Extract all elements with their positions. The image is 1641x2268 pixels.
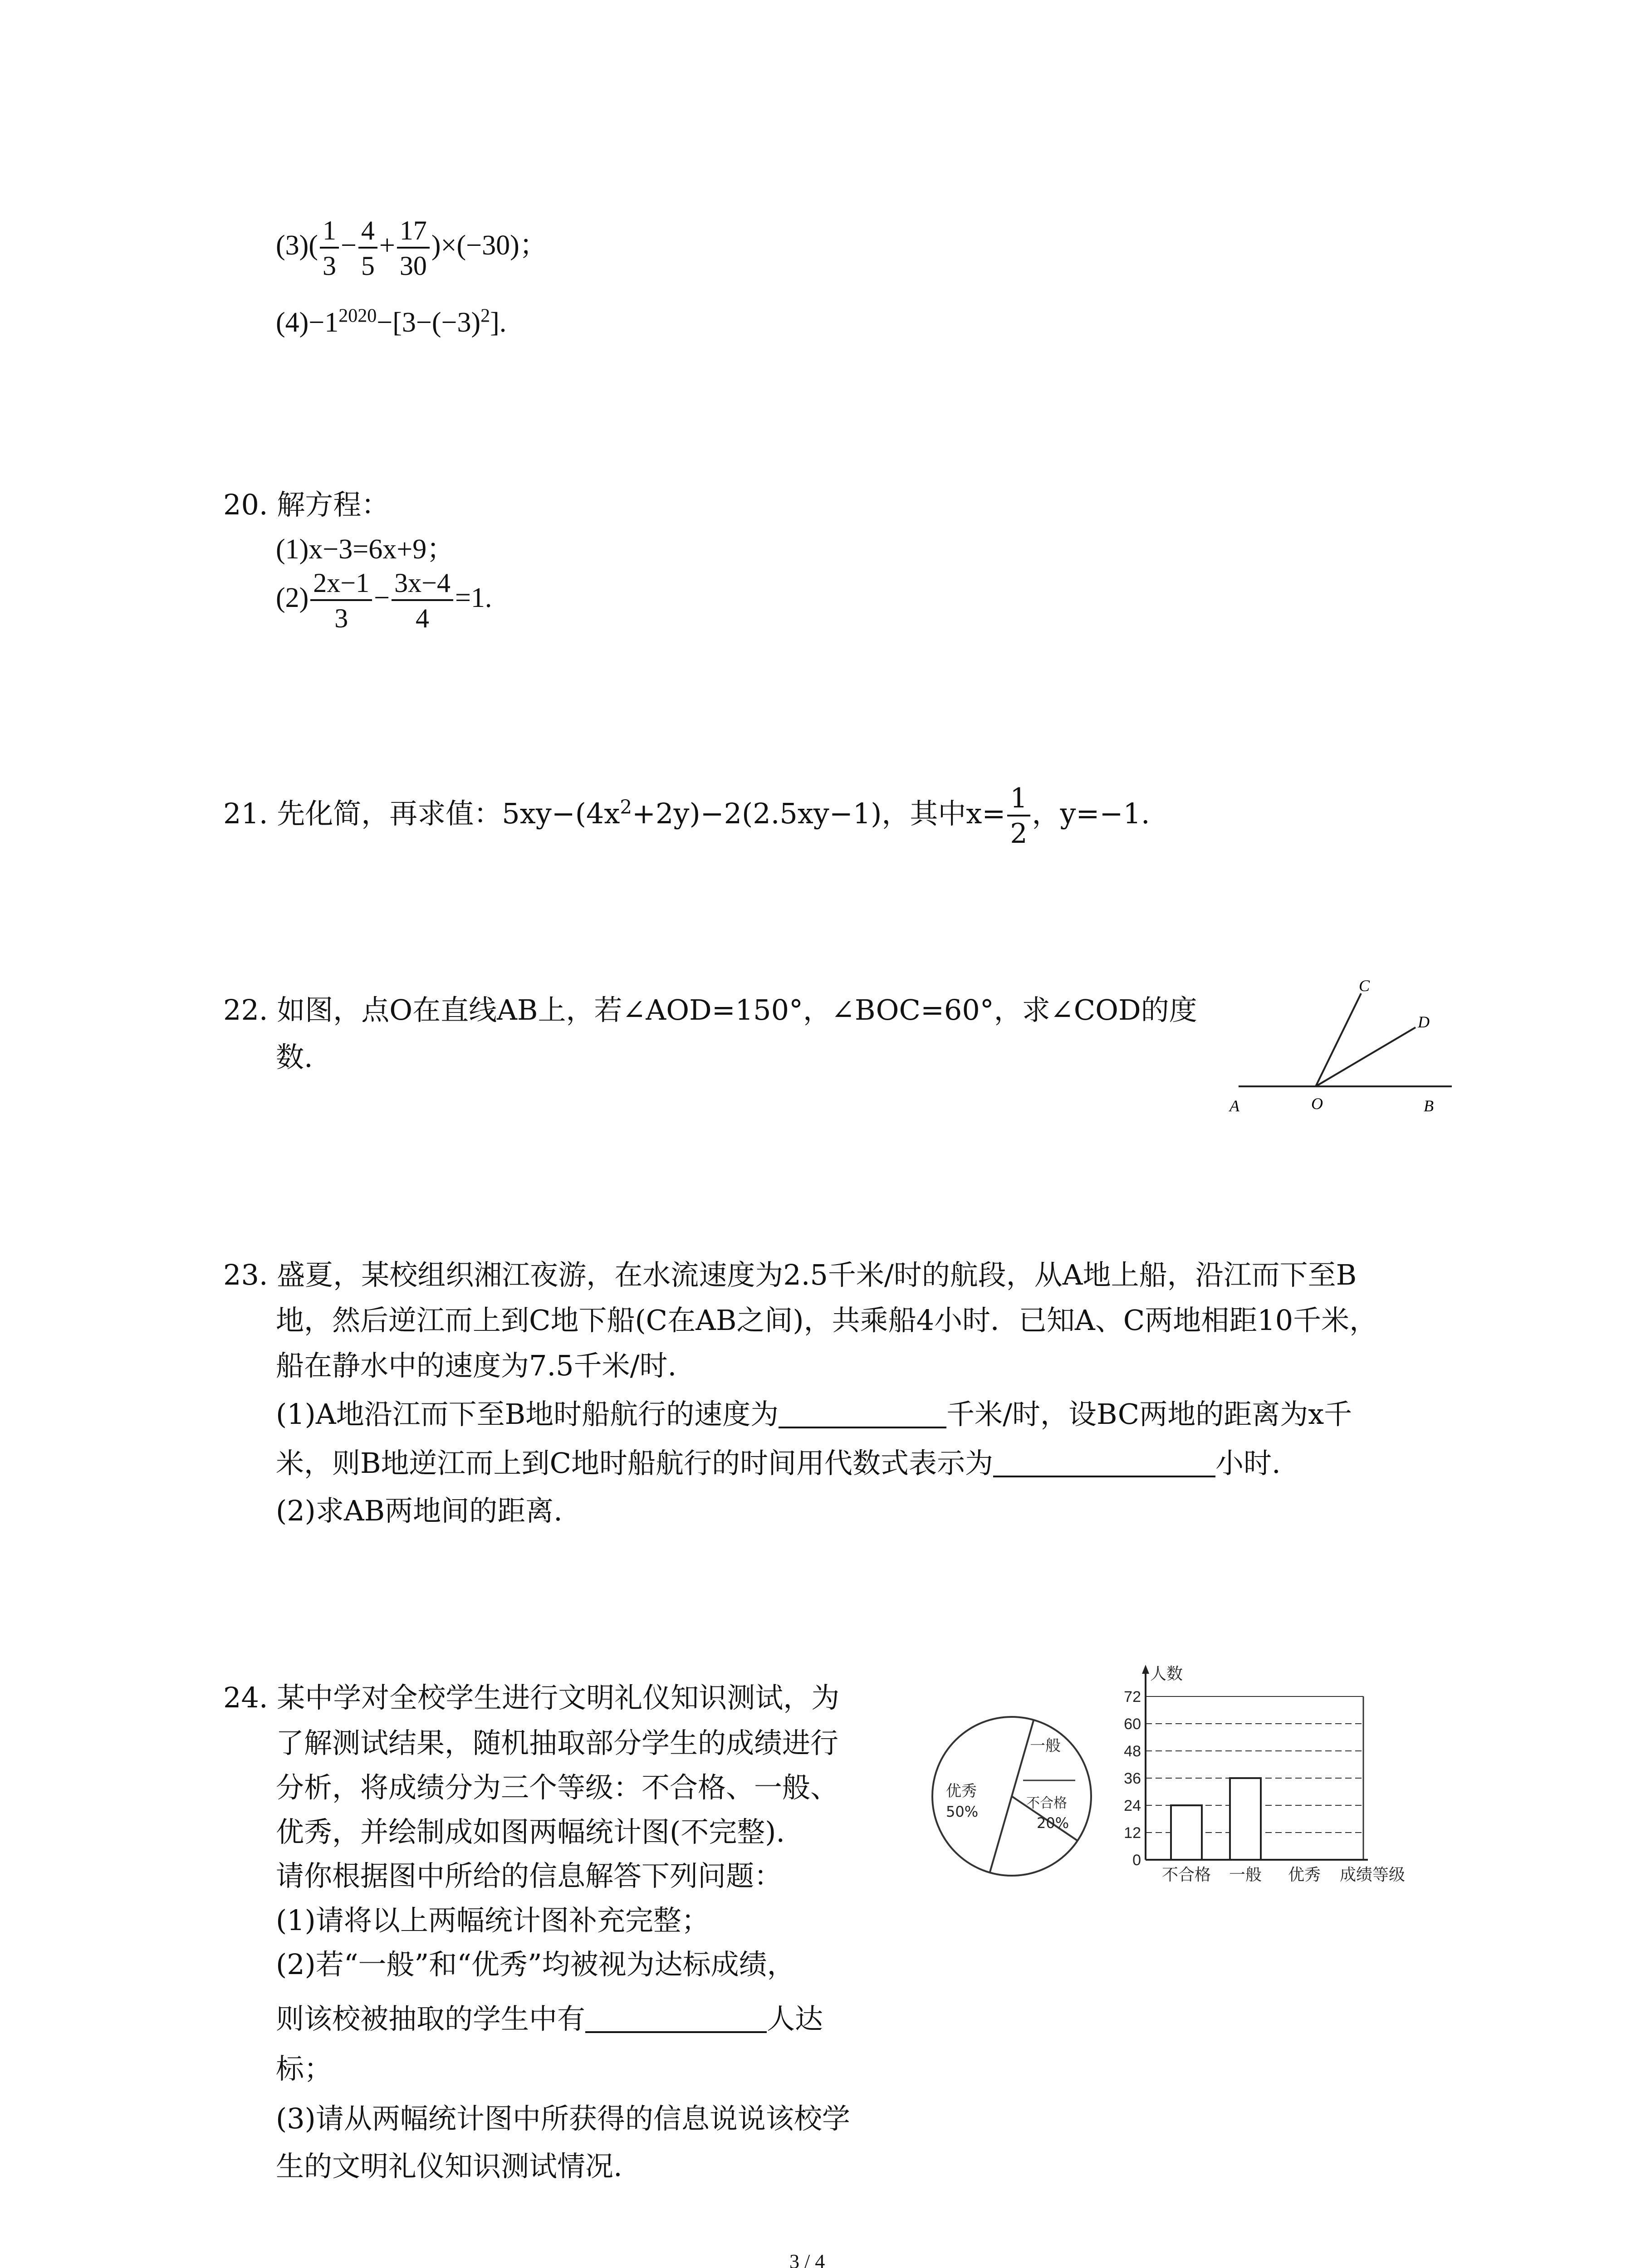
label-c: C (1359, 977, 1370, 995)
fraction-3x-4-over-4 (392, 569, 453, 632)
pie-divider-1 (990, 1796, 1012, 1872)
q20-part1: (1)x−3=6x+9； (276, 534, 455, 565)
exponent: 2 (480, 305, 490, 327)
label-a: A (1230, 1097, 1239, 1115)
q24-line11: 生的文明礼仪知识测试情况. (276, 2150, 622, 2183)
label-d: D (1418, 1013, 1430, 1031)
q23-line2: 地，然后逆江而上到C地下船(C在AB之间)，共乘船4小时．已知A、C两地相距10千米， (276, 1304, 1378, 1337)
q21-mid: +2y)−2(2.5xy−1)，其中x= (632, 797, 1006, 831)
y-axis-arrow (1142, 1665, 1149, 1674)
q21-tail: ，y=−1. (1032, 797, 1150, 831)
q19-p3-tail: )×(−30)； (431, 230, 548, 261)
frac-den: 2 (1010, 818, 1028, 850)
y-tick-label-0: 0 (1132, 1852, 1141, 1869)
q24-line4: 优秀，并绘制成如图两幅统计图(不完整). (276, 1815, 785, 1848)
q21-pre: 21. 先化简，再求值：5xy−(4x (223, 797, 620, 831)
fraction-1-3 (320, 217, 339, 279)
frac-num: 3x−4 (392, 569, 453, 601)
exponent: 2 (620, 796, 632, 818)
pie-chart (921, 1706, 1102, 1887)
q23-line4a: (1)A地沿江而下至B地时船航行的速度为 (276, 1398, 779, 1431)
answer-blank[interactable] (993, 1449, 1215, 1477)
q20-p2-label: (2) (276, 582, 309, 614)
x-tick-label-一般: 一般 (1229, 1866, 1262, 1884)
label-b: B (1424, 1097, 1434, 1115)
q23-line4 (276, 1398, 1352, 1431)
frac-num: 4 (358, 217, 377, 249)
y-tick-label-60: 60 (1124, 1716, 1141, 1733)
y-tick-label-12: 12 (1124, 1824, 1141, 1842)
q19-p4-b: −[3−(−3) (377, 307, 481, 338)
x-tick-label-不合格: 不合格 (1161, 1866, 1211, 1884)
y-tick-label-48: 48 (1124, 1743, 1141, 1760)
q23-line5b: 小时. (1215, 1447, 1281, 1480)
angle-figure (1225, 975, 1461, 1125)
y-axis-title: 人数 (1150, 1665, 1183, 1683)
q23-line1: 23. 盛夏，某校组织湘江夜游，在水流速度为2.5千米/时的航段，从A地上船，沿江而下至B (223, 1258, 1357, 1291)
q19-part4 (276, 305, 507, 338)
q19-p4-a: (4)−1 (276, 307, 339, 338)
q24-line6: (1)请将以上两幅统计图补充完整； (276, 1904, 710, 1937)
q19-part3: (3)( $\frac{1}{3}$ − $\frac{4}{5}$ + $\frac{17}{30}$ )×(−30)； (276, 215, 548, 281)
answer-blank[interactable] (779, 1400, 946, 1428)
page-number: 3 / 4 (789, 2250, 825, 2268)
q23-line6: (2)求AB两地间的距离. (276, 1494, 563, 1527)
minus-sign: − (374, 582, 390, 614)
bar-不合格 (1171, 1805, 1202, 1860)
x-axis-title: 成绩等级 (1339, 1866, 1406, 1884)
pie-value-优秀: 50% (946, 1803, 979, 1820)
frac-den: 5 (361, 251, 375, 281)
q24-line8a: 则该校被抽取的学生中有 (276, 2002, 586, 2035)
fraction-4-5 (358, 217, 377, 279)
pie-label-优秀: 优秀 (946, 1782, 977, 1800)
q22-line2: 数. (276, 1041, 313, 1074)
frac-num: 1 (1007, 785, 1030, 816)
label-o: O (1311, 1095, 1323, 1113)
y-tick-label-36: 36 (1124, 1770, 1141, 1787)
frac-den: 30 (399, 251, 427, 281)
y-tick-label-24: 24 (1124, 1797, 1141, 1814)
q19-p4-c: ]. (490, 307, 507, 338)
pie-divider-0 (1012, 1720, 1034, 1796)
q24-line8 (276, 2002, 823, 2035)
fraction-17-30 (397, 217, 430, 279)
q24-line5: 请你根据图中所给的信息解答下列问题： (276, 1859, 783, 1892)
frac-num: 2x−1 (310, 569, 372, 601)
x-tick-label-优秀: 优秀 (1288, 1866, 1321, 1884)
q19-p3-label: (3)( (276, 230, 318, 261)
q24-line8b: 人达 (767, 2002, 823, 2035)
q22-line1: 22. 如图，点O在直线AB上，若∠AOD=150°，∠BOC=60°，求∠COD的度 (223, 993, 1197, 1026)
pie-label-一般: 一般 (1030, 1737, 1061, 1755)
q23-line4b: 千米/时，设BC两地的距离为x千 (946, 1398, 1352, 1431)
q23-line5a: 米，则B地逆江而上到C地时船航行的时间用代数式表示为 (276, 1447, 994, 1480)
fraction-2x-1-over-3 (310, 569, 372, 632)
pie-value-不合格: 20% (1037, 1814, 1069, 1832)
q20-title: 20. 解方程： (223, 488, 390, 521)
y-tick-label-72: 72 (1124, 1688, 1141, 1706)
q24-line1: 24. 某中学对全校学生进行文明礼仪知识测试，为 (223, 1681, 840, 1714)
fraction-1-2 (1007, 782, 1030, 850)
frac-num: 1 (320, 217, 339, 249)
q20-part2 (276, 569, 492, 632)
q24-line9: 标； (276, 2052, 333, 2085)
answer-blank[interactable] (585, 2005, 767, 2033)
q24-line3: 分析，将成绩分为三个等级：不合格、一般、 (276, 1771, 839, 1804)
frac-den: 4 (416, 603, 430, 633)
exponent: 2020 (338, 305, 377, 327)
frac-num: 17 (397, 217, 430, 249)
pie-label-不合格: 不合格 (1026, 1795, 1067, 1811)
frac-den: 3 (334, 603, 348, 633)
q24-line7: (2)若“一般”和“优秀”均被视为达标成绩， (276, 1948, 795, 1981)
q20-p2-tail: =1. (455, 582, 492, 614)
bar-一般 (1230, 1778, 1261, 1860)
q23-line5 (276, 1447, 1281, 1480)
q24-line2: 了解测试结果，随机抽取部分学生的成绩进行 (276, 1726, 839, 1760)
bar-chart (1107, 1660, 1461, 1896)
q21-text (223, 782, 1150, 850)
q24-line10: (3)请从两幅统计图中所获得的信息说说该校学 (276, 2102, 850, 2135)
frac-den: 3 (322, 251, 336, 281)
q23-line3: 船在静水中的速度为7.5千米/时. (276, 1349, 677, 1382)
